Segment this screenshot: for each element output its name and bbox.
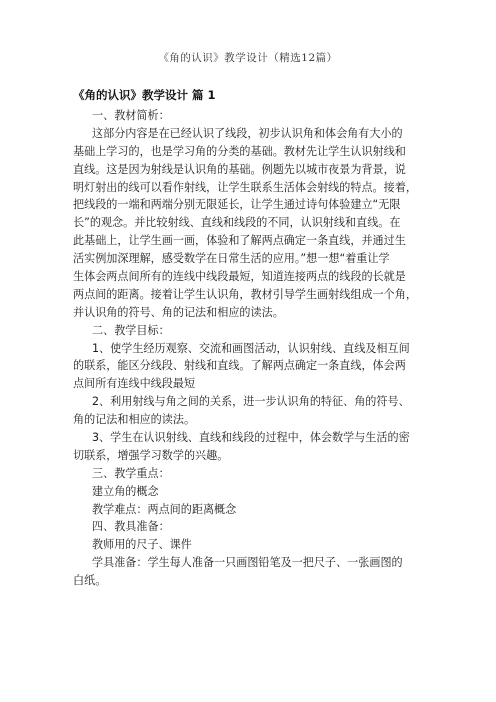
paragraph-line: 的联系，能区分线段、射线和直线。了解两点确定一条直线，体会两 [73, 359, 406, 373]
paragraph-line: 这部分内容是在已经认识了线段，初步认识角和体会角有大小的 [92, 126, 403, 140]
paragraph-line: 此基础上，让学生画一画，体验和了解两点确定一条直线，并通过生 [73, 234, 406, 248]
paragraph-line: 一、教材简析： [92, 109, 170, 122]
paragraph-line: 点间所有连线中线段最短 [73, 377, 196, 391]
paragraph-line: 直线。这是因为射线是认识角的基础。例题先以城市夜景为背景，说 [73, 162, 406, 176]
paragraph-line: 生体会两点间所有的连线中线段最短，知道连接两点的线段的长就是 [73, 270, 406, 284]
paragraph-line: 学具准备：学生每人准备一只画图铅笔及一把尺子、一张画图的 [92, 556, 403, 570]
paragraph-line: 活实例加深理解，感受数学在日常生活的应用。”想一想“着重让学 [73, 252, 390, 266]
paragraph-line: 建立角的概念 [92, 484, 159, 498]
paragraph-line: 把线段的一端和两端分别无限延长，让学生通过诗句体验建立“无限 [73, 198, 401, 212]
section-heading: 《角的认识》教学设计 篇 1 [73, 88, 216, 102]
paragraph-line: 长”的观念。并比较射线、直线和线段的不同，认识射线和直线。在 [73, 216, 401, 230]
paragraph-line: 四、教具准备： [92, 520, 170, 534]
paragraph-line: 并认识角的符号、角的记法和相应的读法。 [73, 305, 284, 319]
paragraph-line: 白纸。 [73, 574, 107, 588]
paragraph-line: 3、学生在认识射线、直线和线段的过程中，体会数学与生活的密 [92, 431, 410, 445]
paragraph-line: 2、利用射线与角之间的关系，进一步认识角的特征、角的符号、 [92, 395, 410, 409]
document-title: 《角的认识》教学设计（精选12篇） [158, 52, 338, 64]
section-body [73, 107, 429, 590]
paragraph-line: 切联系，增强学习数学的兴趣。 [73, 448, 229, 462]
paragraph-line: 两点间的距离。接着让学生认识角，教材引导学生画射线组成一个角， [73, 287, 417, 301]
paragraph-line: 教学难点：两点间的距离概念 [92, 502, 237, 516]
paragraph-line: 二、教学目标： [92, 323, 170, 337]
paragraph-line: 1、使学生经历观察、交流和画图活动，认识射线、直线及相互间 [92, 341, 410, 355]
paragraph-line: 基础上学习的，也是学习角的分类的基础。教材先让学生认识射线和 [73, 144, 406, 158]
paragraph-line: 明灯射出的线可以看作射线，让学生联系生活体会射线的特点。接着， [73, 180, 417, 194]
paragraph-line: 三、教学重点： [92, 466, 170, 480]
paragraph-line: 教师用的尺子、课件 [92, 538, 192, 552]
paragraph-line: 角的记法和相应的读法。 [73, 413, 196, 427]
